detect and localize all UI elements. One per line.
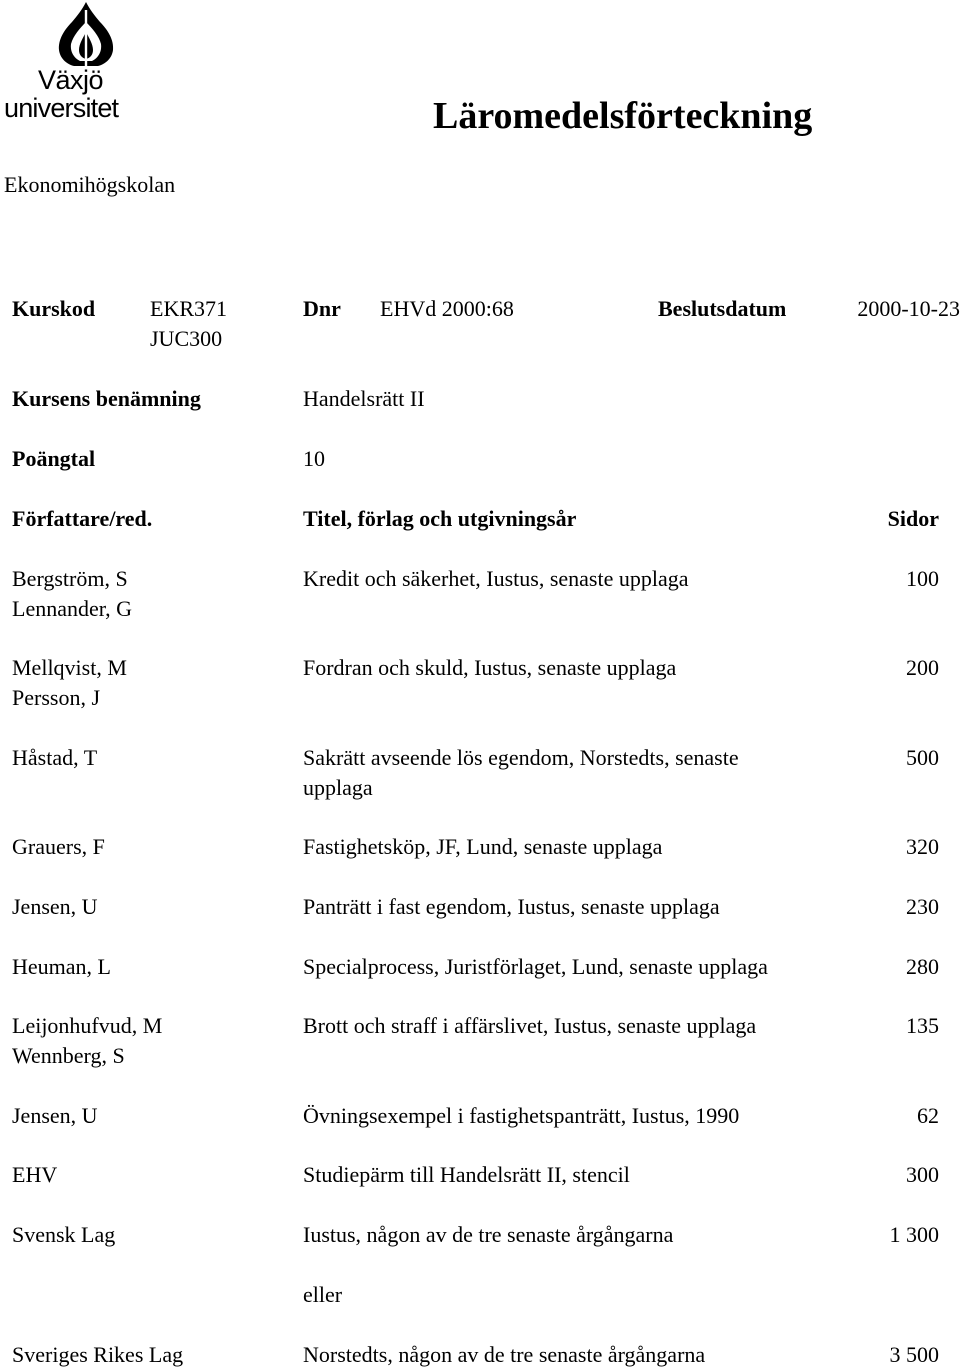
column-header-author: Författare/red.: [12, 506, 153, 531]
kurskod-value-2: JUC300: [150, 326, 223, 351]
row-title: Fordran och skuld, Iustus, senaste upplaga: [303, 655, 677, 680]
row-pages: 320: [906, 834, 939, 859]
row-pages: 230: [906, 894, 939, 919]
row-pages: 280: [906, 954, 939, 979]
document-title: Läromedelsförteckning: [433, 95, 813, 137]
row-authors: EHV: [12, 1162, 58, 1187]
row-pages: 100: [906, 566, 939, 591]
row-authors: [12, 743, 97, 773]
row-pages: 3 500: [889, 1342, 939, 1367]
row-authors: [12, 1011, 162, 1071]
row-authors: [12, 564, 132, 624]
school-name: Ekonomihögskolan: [4, 172, 176, 197]
row-pages: 200: [906, 655, 939, 680]
row-title: Kredit och säkerhet, Iustus, senaste upplaga: [303, 566, 689, 591]
row-pages: 300: [906, 1162, 939, 1187]
row-pages: 1 300: [889, 1222, 939, 1247]
row-title: [303, 743, 739, 803]
author-name: Mellqvist, M: [12, 655, 127, 680]
kurskod-value-1: EKR371: [150, 296, 227, 321]
author-name: Persson, J: [12, 685, 101, 710]
logo-wordmark-line2: universitet: [4, 93, 119, 123]
logo-wordmark-line1: Växjö: [38, 65, 104, 95]
row-authors: [12, 653, 127, 713]
row-title: Specialprocess, Juristförlaget, Lund, senaste upplaga: [303, 954, 768, 979]
row-authors: Svensk Lag: [12, 1222, 116, 1247]
author-name: Wennberg, S: [12, 1043, 125, 1068]
row-pages: 135: [906, 1013, 939, 1038]
author-name: Bergström, S: [12, 566, 128, 591]
row-title-line: upplaga: [303, 775, 373, 800]
row-pages: 500: [906, 745, 939, 770]
row-title: Fastighetsköp, JF, Lund, senaste upplaga: [303, 834, 663, 859]
logo-wordmark: [4, 66, 164, 122]
beslutsdatum-label: Beslutsdatum: [658, 296, 787, 321]
beslutsdatum-value: 2000-10-23: [857, 296, 960, 321]
kursens-benamning-label: Kursens benämning: [12, 386, 201, 411]
row-authors: Grauers, F: [12, 834, 105, 859]
row-authors: Jensen, U: [12, 894, 98, 919]
dnr-value: EHVd 2000:68: [380, 296, 514, 321]
kurskod-value: [150, 294, 227, 354]
or-separator: eller: [303, 1282, 343, 1307]
author-name: Leijonhufvud, M: [12, 1013, 163, 1038]
row-title: Norstedts, någon av de tre senaste årgångarna: [303, 1342, 706, 1367]
row-authors: Jensen, U: [12, 1103, 98, 1128]
row-title-line: Sakrätt avseende lös egendom, Norstedts, senaste: [303, 745, 739, 770]
row-title: Panträtt i fast egendom, Iustus, senaste upplaga: [303, 894, 720, 919]
column-header-pages: Sidor: [887, 506, 939, 531]
row-authors: Sveriges Rikes Lag: [12, 1342, 184, 1367]
poangtal-label: Poängtal: [12, 446, 96, 471]
logo-emblem-icon: [59, 2, 113, 66]
dnr-label: Dnr: [303, 296, 341, 321]
row-title: Övningsexempel i fastighetspanträtt, Iustus, 1990: [303, 1103, 740, 1128]
row-pages: 62: [917, 1103, 939, 1128]
poangtal-value: 10: [303, 446, 325, 471]
author-name: Håstad, T: [12, 745, 98, 770]
row-authors: Heuman, L: [12, 954, 111, 979]
row-title: Brott och straff i affärslivet, Iustus, senaste upplaga: [303, 1013, 757, 1038]
author-name: Lennander, G: [12, 596, 133, 621]
column-header-title: Titel, förlag och utgivningsår: [303, 506, 577, 531]
kursens-benamning-value: Handelsrätt II: [303, 386, 425, 411]
kurskod-label: Kurskod: [12, 296, 96, 321]
row-title: Iustus, någon av de tre senaste årgångarna: [303, 1222, 674, 1247]
row-title: Studiepärm till Handelsrätt II, stencil: [303, 1162, 630, 1187]
